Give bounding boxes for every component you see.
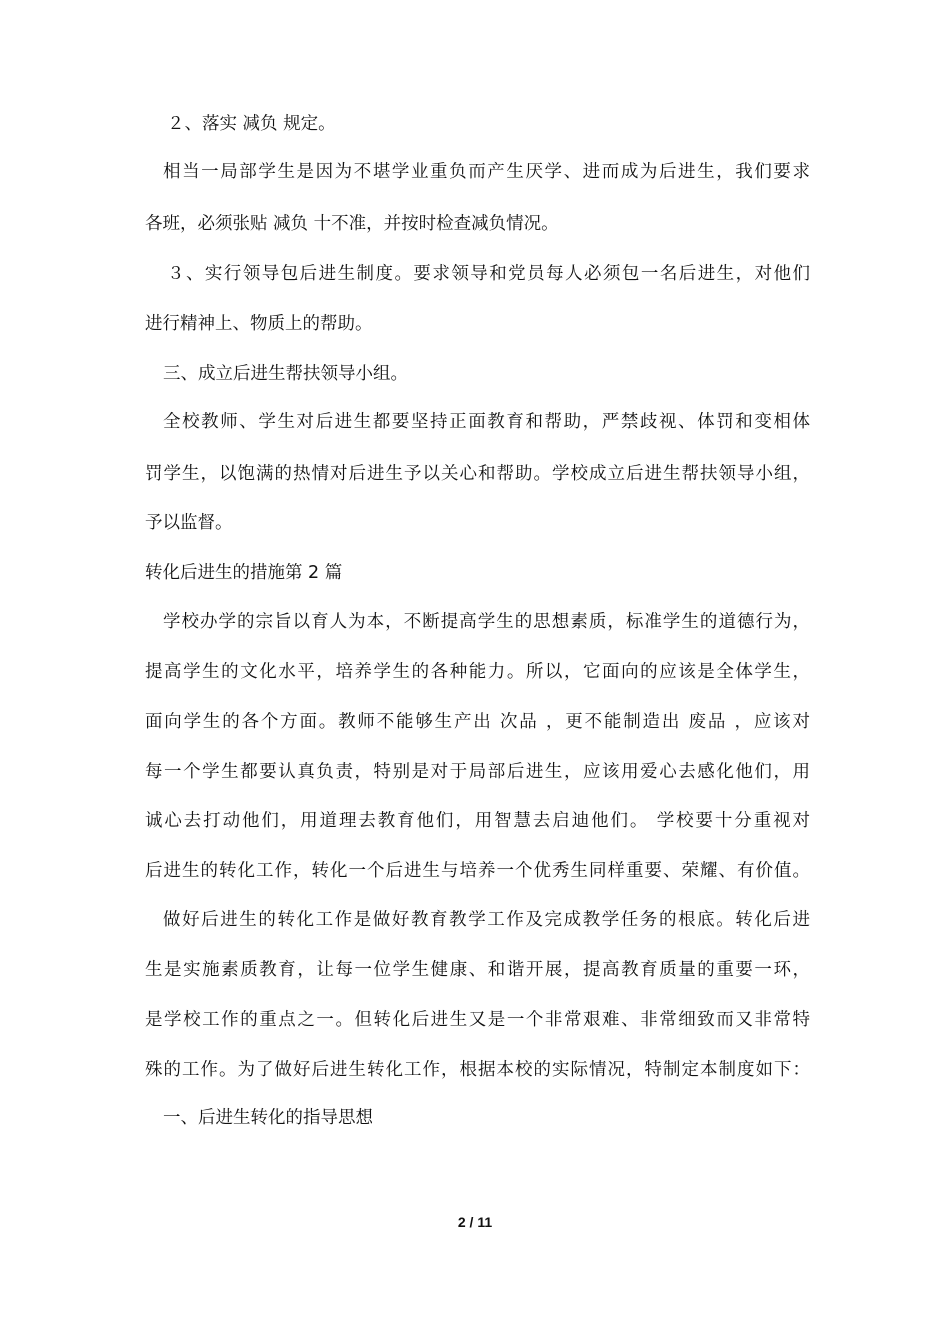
paragraph-line: 后进生的转化工作，转化一个后进生与培养一个优秀生同样重要、荣耀、有价值。 xyxy=(145,861,810,881)
paragraph-line: 学校办学的宗旨以育人为本，不断提高学生的思想素质，标准学生的道德行为， xyxy=(163,612,810,632)
section-1-heading: 一、后进生转化的指导思想 xyxy=(163,1108,373,1128)
article-title: 转化后进生的措施第 2 篇 xyxy=(145,563,343,583)
paragraph-line: 每一个学生都要认真负责，特别是对于局部后进生，应该用爱心去感化他们，用 xyxy=(145,762,810,782)
paragraph-line: 相当一局部学生是因为不堪学业重负而产生厌学、进而成为后进生，我们要求 xyxy=(163,162,810,182)
paragraph-line: 各班，必须张贴 减负 十不准，并按时检查减负情况。 xyxy=(145,214,559,234)
section-3-heading: 三、成立后进生帮扶领导小组。 xyxy=(163,364,408,384)
paragraph-line: 提高学生的文化水平，培养学生的各种能力。所以，它面向的应该是全体学生， xyxy=(145,662,810,682)
paragraph-line: 全校教师、学生对后进生都要坚持正面教育和帮助，严禁歧视、体罚和变相体 xyxy=(163,412,810,432)
paragraph-line: 罚学生，以饱满的热情对后进生予以关心和帮助。学校成立后进生帮扶领导小组， xyxy=(145,464,810,484)
page-number: 2 / 11 xyxy=(457,1214,493,1230)
paragraph-line: 予以监督。 xyxy=(145,513,233,533)
item-2-heading: ２、落实 减负 规定。 xyxy=(167,114,336,134)
paragraph-line: 面向学生的各个方面。教师不能够生产出 次品 ，更不能制造出 废品 ，应该对 xyxy=(145,712,810,732)
paragraph-line: 诚心去打动他们，用道理去教育他们，用智慧去启迪他们。 学校要十分重视对 xyxy=(145,811,810,831)
paragraph-line: 殊的工作。为了做好后进生转化工作，根据本校的实际情况，特制定本制度如下： xyxy=(145,1060,810,1080)
paragraph-line: 做好后进生的转化工作是做好教育教学工作及完成教学任务的根底。转化后进 xyxy=(163,910,810,930)
paragraph-line: 生是实施素质教育，让每一位学生健康、和谐开展，提高教育质量的重要一环， xyxy=(145,960,810,980)
item-3-heading: ３、实行领导包后进生制度。要求领导和党员每人必须包一名后进生，对他们 xyxy=(167,264,810,284)
paragraph-line: 是学校工作的重点之一。但转化后进生又是一个非常艰难、非常细致而又非常特 xyxy=(145,1010,810,1030)
paragraph-line: 进行精神上、物质上的帮助。 xyxy=(145,314,373,334)
